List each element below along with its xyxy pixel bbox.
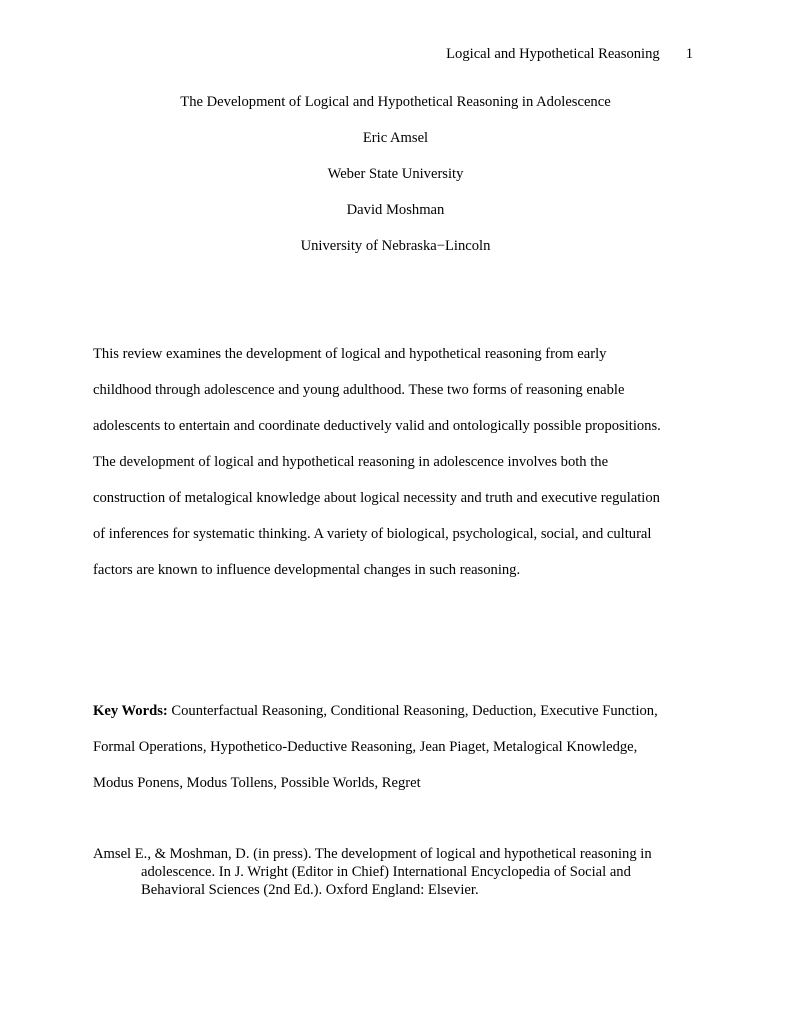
abstract-line: construction of metalogical knowledge about logical necessity and truth and executive regulation [93, 490, 660, 506]
citation-line: Behavioral Sciences (2nd Ed.). Oxford England: Elsevier. [141, 882, 479, 898]
abstract-line: childhood through adolescence and young adulthood. These two forms of reasoning enable [93, 382, 625, 398]
page-number: 1 [685, 46, 693, 62]
author-1: Eric Amsel [362, 130, 429, 146]
running-head [446, 46, 693, 63]
keywords-label: Key Words: [93, 703, 168, 719]
paper-title: The Development of Logical and Hypothetical Reasoning in Adolescence [180, 94, 611, 110]
running-title: Logical and Hypothetical Reasoning [446, 46, 660, 62]
keywords-text: Counterfactual Reasoning, Conditional Reasoning, Deduction, Executive Function, [167, 703, 658, 719]
citation-line: adolescence. In J. Wright (Editor in Chief) International Encyclopedia of Social and [141, 864, 631, 880]
affiliation-2: University of Nebraska−Lincoln [300, 238, 491, 254]
abstract-line: of inferences for systematic thinking. A variety of biological, psychological, social, and cultural [93, 526, 652, 542]
abstract-line: The development of logical and hypothetical reasoning in adolescence involves both the [93, 454, 609, 470]
affiliation-1: Weber State University [327, 166, 464, 182]
citation [93, 845, 713, 899]
abstract-line: adolescents to entertain and coordinate deductively valid and ontologically possible propositions. [93, 418, 661, 434]
abstract-line: This review examines the development of logical and hypothetical reasoning from early [93, 346, 607, 362]
abstract-line: factors are known to influence developmental changes in such reasoning. [93, 562, 521, 578]
keywords-line: Modus Ponens, Modus Tollens, Possible Worlds, Regret [93, 775, 421, 791]
author-2: David Moshman [346, 202, 445, 218]
citation-line: Amsel E., & Moshman, D. (in press). The development of logical and hypothetical reasoning in [93, 846, 652, 862]
keywords-line [93, 703, 658, 720]
keywords-line: Formal Operations, Hypothetico-Deductive Reasoning, Jean Piaget, Metalogical Knowledge, [93, 739, 638, 755]
